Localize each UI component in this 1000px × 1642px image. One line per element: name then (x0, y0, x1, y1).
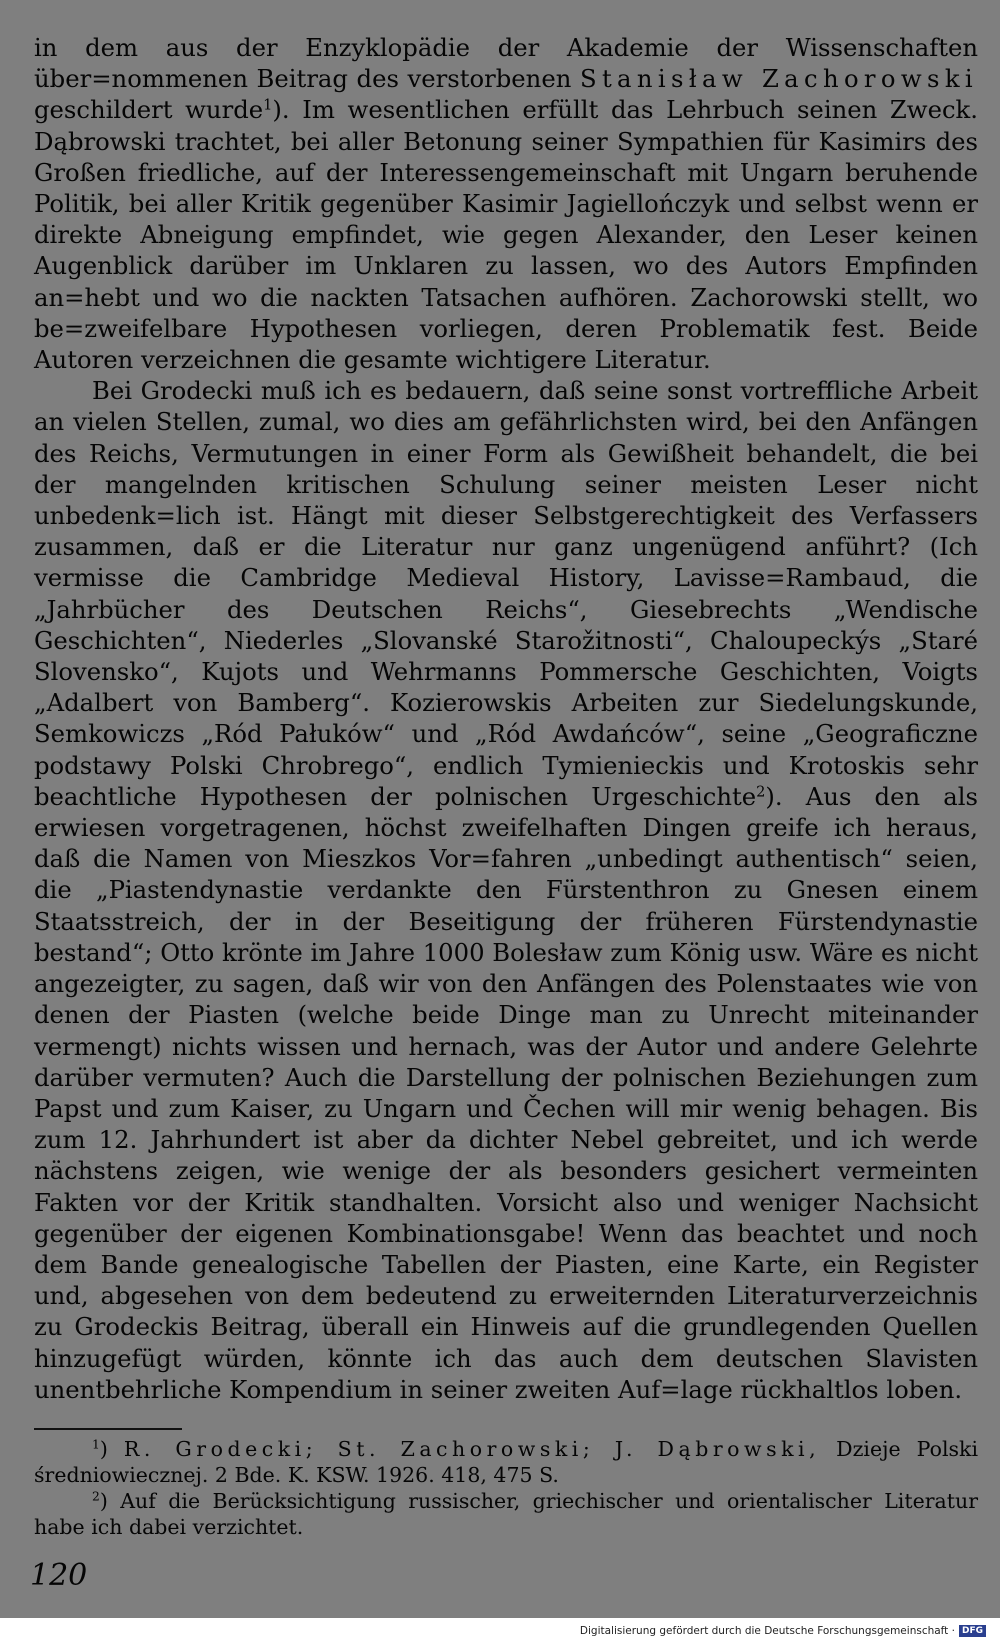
dfg-logo-icon: DFG (959, 1625, 986, 1637)
footnote-ref-2: 2 (756, 783, 766, 801)
footnote-ref-1: 1 (263, 96, 273, 114)
credit-text: Digitalisierung gefördert durch die Deutsche Forschungsgemeinschaft · (579, 1625, 955, 1637)
paragraph-2: Bei Grodecki muß ich es bedauern, daß seine sonst vortreffliche Arbeit an vielen Stellen, zumal, wo dies am gefährlichsten wird, bei den Anfängen des Reichs, Vermutungen in einer Form als Gewißheit behandelt, die bei der mangelnden kritischen Schulung seiner meisten Leser nicht unbedenk=lich ist. Hängt mit dieser Selbstgerechtigkeit des Verfassers zusammen, daß er die Literatur nur ganz ungenügend anführt? (Ich vermisse die Cambridge Medieval History, Lavisse=Rambaud, die „Jahrbücher des Deutschen Reichs“, Giesebrechts „Wendische Geschichten“, Niederles „Slovanské Starožitnosti“, Chaloupeckýs „Staré Slovensko“, Kujots und Wehrmanns Pommersche Geschichten, Voigts „Adalbert von Bamberg“. Kozierowskis Arbeiten zur Siedelungskunde, Semkowiczs „Ród Pałuków“ und „Ród Awdańców“, seine „Geograficzne podstawy Polski Chrobrego“, endlich Tymienieckis und Krotoskis sehr beachtliche Hypothesen der polnischen Urgeschichte$^2$). Aus den als erwiesen vorgetragenen, höchst zweifelhaften Dingen greife ich heraus, daß die Namen von Mieszkos Vor=fahren „unbedingt authentisch“ seien, die „Piastendynastie verdankte den Fürstenthron zu Gnesen einem Staatsstreich, der in der Beseitigung der früheren Fürstendynastie bestand“; Otto krönte im Jahre 1000 Bolesław zum König usw. Wäre es nicht angezeigter, zu sagen, daß wir von den Anfängen des Polenstaates wie von denen der Piasten (welche beide Dinge man zu Unrecht miteinander vermengt) nichts wissen und hernach, was der Autor und andere Gelehrte darüber vermuten? Auch die Darstellung der polnischen Beziehungen zum Papst und zum Kaiser, zu Ungarn und Čechen will mir wenig behagen. Bis zum 12. Jahrhundert ist aber da dichter Nebel gebreitet, und ich werde nächstens zeigen, wie wenige der als besonders gesichert vermeinten Fakten vor der Kritik standhalten. Vorsicht also und weniger Nachsicht gegenüber der eigenen Kombinationsgabe! Wenn das beachtet und noch dem Bande genealogische Tabellen der Piasten, eine Karte, ein Register und, abgesehen von dem bedeutend zu erweiternden Literaturverzeichnis zu Grodeckis Beitrag, überall ein Hinweis auf die grundlegenden Quellen hinzugefügt würden, könnte ich das auch dem deutschen Slavisten unentbehrliche Kompendium in seiner zweiten Auf=lage rückhaltlos loben. (34, 376, 979, 1404)
footnote-divider (34, 1428, 182, 1430)
spaced-author-name: Stanisław Zachorowski (579, 64, 979, 94)
body-text (34, 32, 978, 1405)
paragraph-1: in dem aus der Enzyklopädie der Akademie der Wissenschaften über=nommenen Beitrag des verstorbenen Stanisław Zachorowski geschildert wurde$^1$). Im wesentlichen erfüllt das Lehrbuch seinen Zweck. Dąbrowski trachtet, bei aller Betonung seiner Sympathien für Kasimirs des Großen friedliche, auf der Interessengemeinschaft mit Ungarn beruhende Politik, bei aller Kritik gegenüber Kasimir Jagiellończyk und selbst wenn er direkte Abneigung empfindet, wie gegen Alexander, den Leser keinen Augenblick darüber im Unklaren zu lassen, wo des Autors Empfinden an=hebt und wo die nackten Tatsachen aufhören. Zachorowski stellt, wo be=zweifelbare Hypothesen vorliegen, deren Problematik fest. Beide Autoren verzeichnen die gesamte wichtigere Literatur. (34, 33, 979, 375)
footnote-2: $^2$) Auf die Berücksichtigung russischer, griechischer und orientalischer Literatur habe ich dabei verzichtet. (34, 1489, 978, 1539)
footnote-1-authors: R. Grodecki; St. Zachorowski; J. Dąbrowski, (123, 1437, 821, 1461)
footnote-1: $^1$) R. Grodecki; St. Zachorowski; J. Dąbrowski, Dzieje Polski średniowiecznej. 2 Bde. K. KSW. 1926. 418, 475 S. (34, 1437, 979, 1487)
page-number: 120 (30, 1558, 88, 1593)
footnotes (34, 1436, 978, 1540)
digitization-credit (580, 1622, 986, 1640)
